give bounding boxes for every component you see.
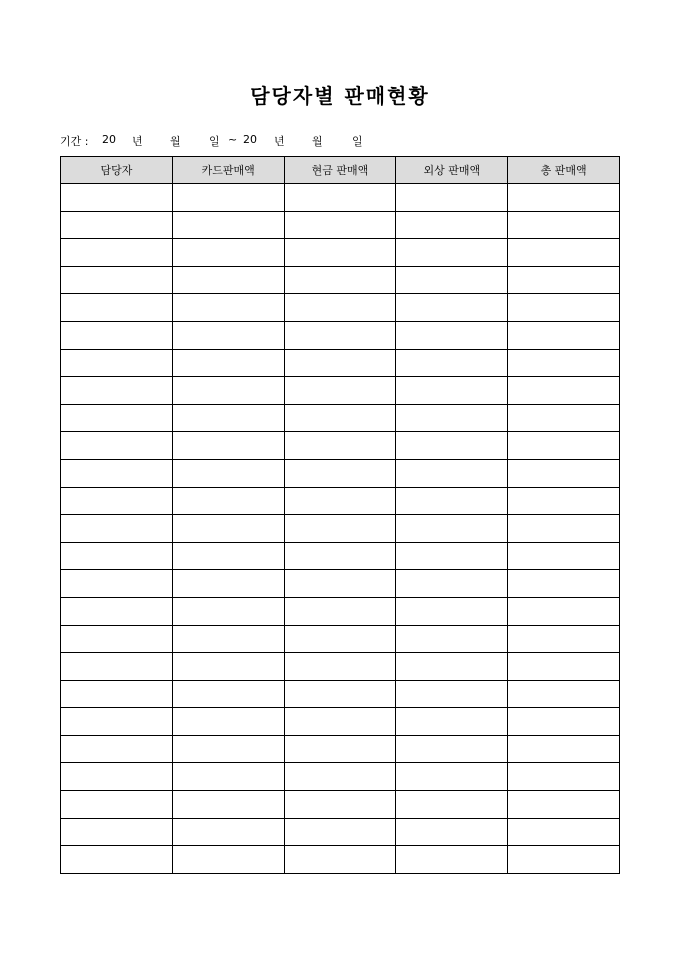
table-cell[interactable]: [61, 818, 173, 846]
table-row: [61, 377, 620, 405]
table-cell[interactable]: [172, 377, 284, 405]
table-row: [61, 294, 620, 322]
table-cell[interactable]: [396, 542, 508, 570]
column-header: 현금 판매액: [284, 157, 396, 184]
table-cell[interactable]: [508, 432, 620, 460]
table-cell[interactable]: [396, 487, 508, 515]
table-cell[interactable]: [61, 597, 173, 625]
table-cell[interactable]: [508, 708, 620, 736]
table-cell[interactable]: [508, 735, 620, 763]
table-cell[interactable]: [396, 239, 508, 267]
table-cell[interactable]: [172, 570, 284, 598]
table-cell[interactable]: [396, 349, 508, 377]
table-cell[interactable]: [172, 597, 284, 625]
table-row: [61, 515, 620, 543]
table-cell[interactable]: [284, 597, 396, 625]
table-cell[interactable]: [508, 321, 620, 349]
table-cell[interactable]: [172, 542, 284, 570]
table-cell[interactable]: [508, 294, 620, 322]
table-cell[interactable]: [508, 846, 620, 874]
table-cell[interactable]: [284, 349, 396, 377]
table-cell[interactable]: [61, 294, 173, 322]
table-cell[interactable]: [61, 570, 173, 598]
table-cell[interactable]: [396, 184, 508, 212]
table-cell[interactable]: [172, 680, 284, 708]
table-cell[interactable]: [396, 459, 508, 487]
table-cell[interactable]: [172, 818, 284, 846]
table-row: [61, 404, 620, 432]
table-cell[interactable]: [508, 625, 620, 653]
table-cell[interactable]: [396, 763, 508, 791]
table-row: [61, 735, 620, 763]
table-cell[interactable]: [172, 459, 284, 487]
table-cell[interactable]: [508, 377, 620, 405]
table-cell[interactable]: [172, 404, 284, 432]
table-cell[interactable]: [61, 846, 173, 874]
table-cell[interactable]: [284, 570, 396, 598]
period-start-day-unit: 일: [209, 135, 220, 148]
table-cell[interactable]: [284, 542, 396, 570]
table-cell[interactable]: [284, 459, 396, 487]
table-cell[interactable]: [61, 735, 173, 763]
table-cell[interactable]: [284, 708, 396, 736]
table-cell[interactable]: [284, 680, 396, 708]
table-cell[interactable]: [172, 239, 284, 267]
table-cell[interactable]: [396, 597, 508, 625]
table-row: [61, 487, 620, 515]
table-cell[interactable]: [396, 680, 508, 708]
column-header: 총 판매액: [508, 157, 620, 184]
table-cell[interactable]: [396, 846, 508, 874]
sales-table: [60, 156, 620, 874]
table-cell[interactable]: [284, 818, 396, 846]
table-row: [61, 846, 620, 874]
table-cell[interactable]: [61, 239, 173, 267]
table-cell[interactable]: [172, 266, 284, 294]
table-row: [61, 321, 620, 349]
table-cell[interactable]: [172, 211, 284, 239]
table-cell[interactable]: [396, 653, 508, 681]
period-line: [60, 133, 363, 149]
table-row: [61, 625, 620, 653]
table-cell[interactable]: [172, 846, 284, 874]
table-cell[interactable]: [61, 266, 173, 294]
period-end-month-unit: 월: [312, 135, 323, 148]
table-header-row: [61, 157, 620, 184]
table-cell[interactable]: [61, 377, 173, 405]
table-cell[interactable]: [61, 321, 173, 349]
table-cell[interactable]: [508, 570, 620, 598]
table-cell[interactable]: [61, 211, 173, 239]
table-row: [61, 239, 620, 267]
table-cell[interactable]: [396, 708, 508, 736]
table-cell[interactable]: [284, 432, 396, 460]
column-header: 외상 판매액: [396, 157, 508, 184]
table-row: [61, 211, 620, 239]
table-row: [61, 266, 620, 294]
table-cell[interactable]: [284, 266, 396, 294]
table-cell[interactable]: [284, 846, 396, 874]
table-cell[interactable]: [396, 818, 508, 846]
table-body: [61, 184, 620, 874]
table-cell[interactable]: [396, 266, 508, 294]
table-cell[interactable]: [396, 321, 508, 349]
table-cell[interactable]: [284, 653, 396, 681]
table-cell[interactable]: [61, 625, 173, 653]
table-cell[interactable]: [61, 515, 173, 543]
table-row: [61, 708, 620, 736]
table-cell[interactable]: [508, 791, 620, 819]
table-cell[interactable]: [172, 515, 284, 543]
document-title: 담당자별 판매현황: [250, 84, 430, 108]
table-cell[interactable]: [61, 349, 173, 377]
table-cell[interactable]: [172, 432, 284, 460]
table-cell[interactable]: [508, 515, 620, 543]
table-row: [61, 791, 620, 819]
table-cell[interactable]: [61, 542, 173, 570]
table-cell[interactable]: [284, 294, 396, 322]
table-cell[interactable]: [508, 349, 620, 377]
table-cell[interactable]: [284, 625, 396, 653]
table-cell[interactable]: [508, 597, 620, 625]
table-cell[interactable]: [61, 680, 173, 708]
table-cell[interactable]: [508, 487, 620, 515]
table-cell[interactable]: [508, 211, 620, 239]
table-cell[interactable]: [284, 211, 396, 239]
table-cell[interactable]: [508, 818, 620, 846]
table-cell[interactable]: [508, 184, 620, 212]
table-row: [61, 459, 620, 487]
table-row: [61, 542, 620, 570]
table-cell[interactable]: [284, 321, 396, 349]
table-cell[interactable]: [61, 653, 173, 681]
table-cell[interactable]: [396, 625, 508, 653]
table-cell[interactable]: [508, 459, 620, 487]
period-label: 기간 :: [60, 135, 89, 148]
period-end-year-unit: 년: [274, 135, 285, 148]
table-row: [61, 653, 620, 681]
table-cell[interactable]: [172, 735, 284, 763]
table-cell[interactable]: [508, 763, 620, 791]
period-start-year-unit: 년: [132, 135, 143, 148]
table-cell[interactable]: [508, 239, 620, 267]
table-cell[interactable]: [508, 266, 620, 294]
table-row: [61, 680, 620, 708]
period-end-year-prefix: 20: [243, 133, 257, 146]
table-cell[interactable]: [284, 791, 396, 819]
table-cell[interactable]: [284, 763, 396, 791]
table-cell[interactable]: [61, 487, 173, 515]
period-start-month-unit: 월: [170, 135, 181, 148]
table-cell[interactable]: [61, 432, 173, 460]
table-cell[interactable]: [172, 708, 284, 736]
table-cell[interactable]: [396, 377, 508, 405]
table-cell[interactable]: [61, 763, 173, 791]
table-cell[interactable]: [284, 184, 396, 212]
table-cell[interactable]: [396, 735, 508, 763]
table-cell[interactable]: [61, 708, 173, 736]
table-cell[interactable]: [508, 680, 620, 708]
table-cell[interactable]: [508, 653, 620, 681]
table-cell[interactable]: [396, 294, 508, 322]
table-cell[interactable]: [172, 349, 284, 377]
period-end-day-unit: 일: [352, 135, 363, 148]
table-row: [61, 349, 620, 377]
table-cell[interactable]: [172, 487, 284, 515]
table-cell[interactable]: [172, 653, 284, 681]
table-cell[interactable]: [61, 791, 173, 819]
table-cell[interactable]: [172, 791, 284, 819]
table-cell[interactable]: [172, 763, 284, 791]
table-row: [61, 818, 620, 846]
table-cell[interactable]: [284, 735, 396, 763]
table-row: [61, 184, 620, 212]
period-separator: ~: [228, 133, 238, 146]
table-cell[interactable]: [172, 625, 284, 653]
table-cell[interactable]: [508, 404, 620, 432]
table-row: [61, 597, 620, 625]
table-cell[interactable]: [284, 239, 396, 267]
table-cell[interactable]: [508, 542, 620, 570]
table-cell[interactable]: [396, 515, 508, 543]
table-cell[interactable]: [396, 211, 508, 239]
table-cell[interactable]: [396, 791, 508, 819]
table-cell[interactable]: [172, 294, 284, 322]
table-row: [61, 570, 620, 598]
table-cell[interactable]: [396, 570, 508, 598]
column-header: 담당자: [61, 157, 173, 184]
table-cell[interactable]: [284, 404, 396, 432]
period-start-year-prefix: 20: [102, 133, 116, 146]
table-cell[interactable]: [284, 515, 396, 543]
table-cell[interactable]: [172, 321, 284, 349]
table-row: [61, 432, 620, 460]
table-cell[interactable]: [61, 459, 173, 487]
table-cell[interactable]: [396, 432, 508, 460]
table-cell[interactable]: [396, 404, 508, 432]
table-row: [61, 763, 620, 791]
table-cell[interactable]: [61, 404, 173, 432]
table-cell[interactable]: [172, 184, 284, 212]
table-cell[interactable]: [284, 487, 396, 515]
column-header: 카드판매액: [172, 157, 284, 184]
table-cell[interactable]: [284, 377, 396, 405]
table-cell[interactable]: [61, 184, 173, 212]
